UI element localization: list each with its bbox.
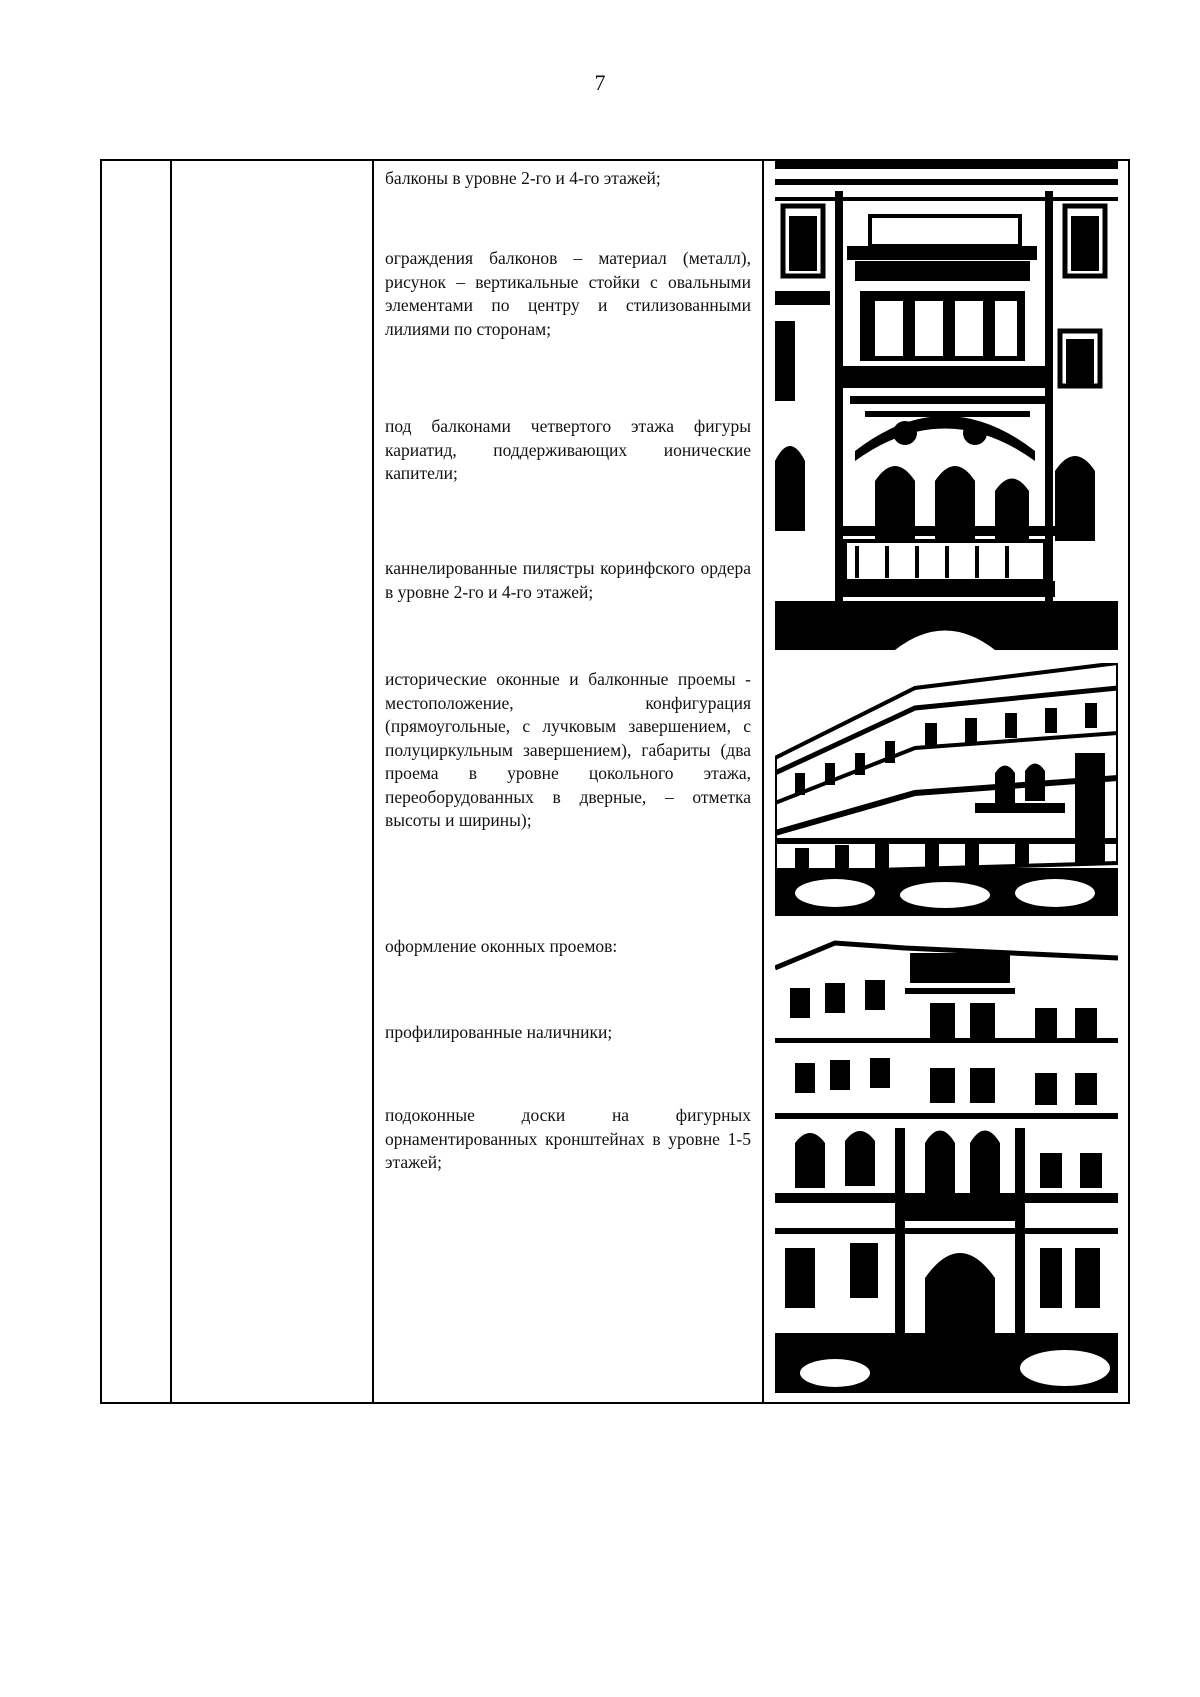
item-architraves: профилированные наличники; — [385, 1022, 613, 1042]
building-entrance-image — [775, 928, 1118, 1393]
column-divider-1 — [170, 159, 172, 1404]
item-window-sills: подоконные доски на фигурных орнаментированных кронштейнах в уровне 1-5 этажей; — [385, 1105, 751, 1172]
column-divider-3 — [762, 159, 764, 1404]
item-caryatids: под балконами четвертого этажа фигуры кариатид, поддерживающих ионические капители; — [385, 416, 751, 483]
column-divider-2 — [372, 159, 374, 1404]
page-number: 7 — [594, 70, 606, 95]
item-window-openings: исторические оконные и балконные проемы - местоположение, конфигурация (прямоугольные, с лучковым завершением, с полуциркульным завершением), габариты (два проема в уровне цокольного этажа, переоборудованных в дверные, – отметка высоты и ширины); — [385, 669, 751, 830]
item-window-decoration: оформление оконных проемов: — [385, 936, 618, 956]
item-balcony-railings: ограждения балконов – материал (металл), рисунок – вертикальные стойки с овальными элементами по центру и стилизованными лилиями по сторонам; — [385, 248, 751, 339]
balcony-facade-image — [775, 161, 1118, 650]
item-pilasters: каннелированные пилястры коринфского ордера в уровне 2-го и 4-го этажей; — [385, 558, 751, 602]
photo-balcony-facade — [775, 161, 1118, 650]
table-bottom-border — [100, 1402, 1130, 1404]
item-balconies: балконы в уровне 2-го и 4-го этажей; — [385, 168, 661, 188]
building-street-image — [775, 663, 1118, 916]
photo-building-street — [775, 663, 1118, 916]
photo-building-entrance — [775, 928, 1118, 1393]
table-right-border — [1128, 159, 1130, 1404]
heritage-table — [100, 159, 1130, 1404]
table-left-border — [100, 159, 102, 1404]
